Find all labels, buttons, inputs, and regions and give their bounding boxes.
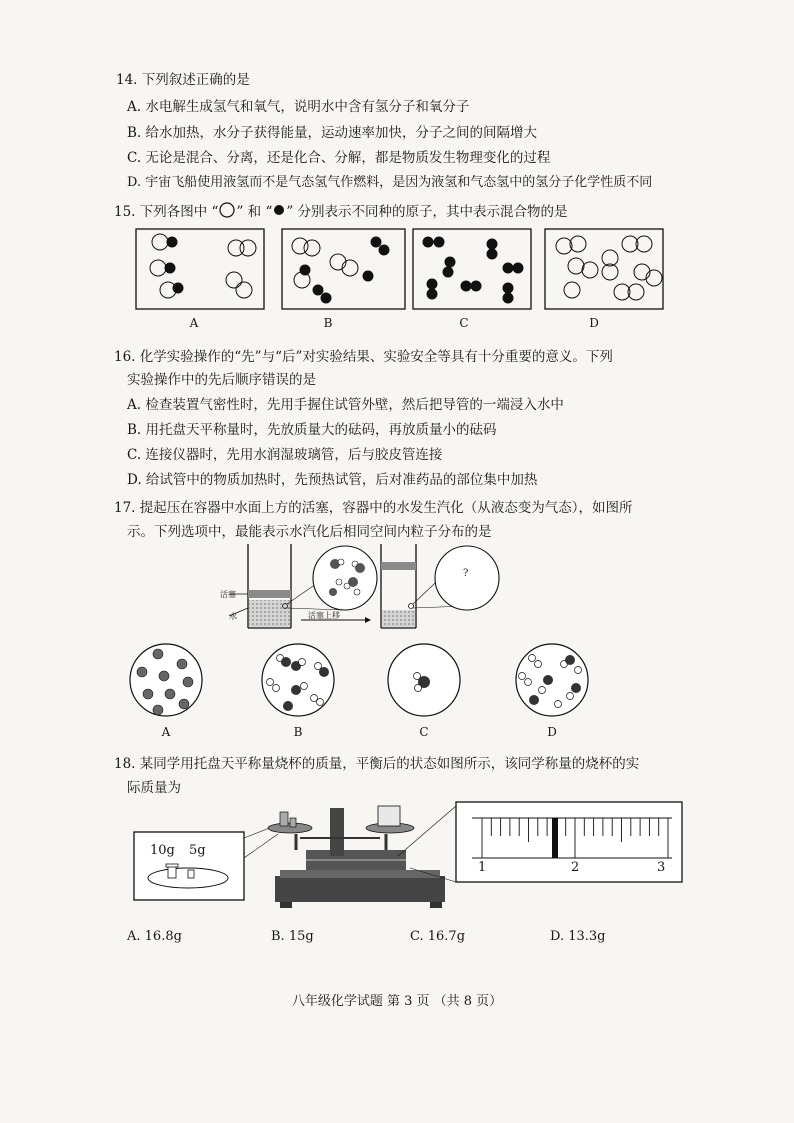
q18-ruler-tick-3: 3 bbox=[657, 860, 666, 875]
q15-diagrams bbox=[130, 226, 670, 312]
q18-option-a: A. 16.8g bbox=[127, 929, 182, 944]
q17-option-b-circle bbox=[262, 644, 334, 716]
q14-option-c: C. 无论是混合、分离，还是化合、分解，都是物质发生物理变化的过程 bbox=[127, 150, 551, 166]
q17-label-d: D bbox=[547, 725, 557, 739]
q17-label-c: C bbox=[419, 725, 429, 739]
q16-option-d: D. 给试管中的物质加热时，先预热试管，后对准药品的部位集中加热 bbox=[127, 472, 538, 488]
q16-stem-line1: 16. 化学实验操作的“先”与“后”对实验结果、实验安全等具有十分重要的意义。下列 bbox=[114, 349, 613, 365]
q18-weights-box bbox=[134, 824, 280, 900]
q18-option-b: B. 15g bbox=[271, 929, 314, 944]
q18-option-c: C. 16.7g bbox=[410, 929, 466, 944]
q17-water-label: 水 bbox=[229, 612, 237, 621]
q17-stem-line1: 17. 提起压在容器中水面上方的活塞，容器中的水发生汽化（从液态变为气态），如图所 bbox=[114, 500, 633, 516]
q18-rider bbox=[552, 818, 558, 858]
q17-question-mark: ? bbox=[463, 568, 469, 579]
q17-right-container bbox=[381, 544, 499, 628]
q18-option-d: D. 13.3g bbox=[550, 929, 606, 944]
q15-label-c: C bbox=[459, 316, 469, 330]
q15-stem bbox=[114, 200, 568, 220]
q18-weight-10g: 10g bbox=[150, 843, 175, 858]
q18-stem-line2: 际质量为 bbox=[127, 780, 181, 796]
q16-stem-line2: 实验操作中的先后顺序错误的是 bbox=[127, 372, 316, 388]
q18-ruler-tick-1: 1 bbox=[478, 860, 487, 875]
page-footer: 八年级化学试题 第 3 页 （共 8 页） bbox=[291, 994, 503, 1009]
q17-option-a-circle bbox=[130, 644, 202, 716]
q17-arrow-label: 活塞上移 bbox=[308, 611, 340, 620]
q16-option-a: A. 检查装置气密性时，先用手握住试管外壁，然后把导管的一端浸入水中 bbox=[127, 397, 564, 413]
q15-stem-part2: ” 和 “ bbox=[236, 204, 273, 220]
q15-label-d: D bbox=[589, 316, 599, 330]
q18-ruler-tick-2: 2 bbox=[571, 860, 580, 875]
q15-stem-part1: 15. 下列各图中 “ bbox=[114, 204, 219, 220]
q17-label-a: A bbox=[161, 725, 171, 739]
q15-label-b: B bbox=[323, 316, 333, 330]
q17-container-diagram bbox=[215, 542, 515, 634]
q15-stem-part3: ” 分别表示不同种的原子，其中表示混合物的是 bbox=[286, 204, 568, 220]
q18-stem-line1: 18. 某同学用托盘天平称量烧杯的质量，平衡后的状态如图所示，该同学称量的烧杯的实 bbox=[114, 756, 640, 772]
q17-stem-line2: 示。下列选项中，最能表示水汽化后相同空间内粒子分布的是 bbox=[127, 524, 492, 540]
q15-label-a: A bbox=[189, 316, 199, 330]
q17-label-b: B bbox=[293, 725, 303, 739]
q15-box-b bbox=[282, 229, 405, 309]
q15-box-d bbox=[545, 229, 663, 309]
q17-option-d-circle bbox=[516, 644, 588, 716]
q18-ruler bbox=[456, 802, 682, 882]
q17-option-diagrams bbox=[128, 640, 688, 724]
q18-balance-diagram bbox=[130, 798, 690, 910]
q18-balance bbox=[268, 806, 456, 908]
q14-option-b: B. 给水加热，水分子获得能量，运动速率加快，分子之间的间隔增大 bbox=[127, 125, 538, 141]
q17-option-c-circle bbox=[388, 644, 460, 716]
q15-box-a bbox=[136, 229, 264, 309]
q14-option-a: A. 水电解生成氢气和氧气，说明水中含有氢分子和氧分子 bbox=[127, 99, 470, 115]
q15-box-c bbox=[413, 229, 531, 309]
black-atom-icon bbox=[272, 203, 286, 217]
q16-option-b: B. 用托盘天平称量时，先放质量大的砝码，再放质量小的砝码 bbox=[127, 422, 497, 438]
white-atom-icon bbox=[218, 202, 236, 218]
q17-left-container bbox=[229, 544, 377, 628]
q18-weight-5g: 5g bbox=[189, 843, 206, 858]
q14-stem: 14. 下列叙述正确的是 bbox=[116, 72, 250, 88]
q16-option-c: C. 连接仪器时，先用水润湿玻璃管，后与胶皮管连接 bbox=[127, 447, 443, 463]
q17-piston-label: 活塞 bbox=[220, 590, 236, 599]
q14-option-d: D. 宇宙飞船使用液氢而不是气态氢气作燃料，是因为液氢和气态氢中的氢分子化学性质不同 bbox=[127, 175, 653, 190]
